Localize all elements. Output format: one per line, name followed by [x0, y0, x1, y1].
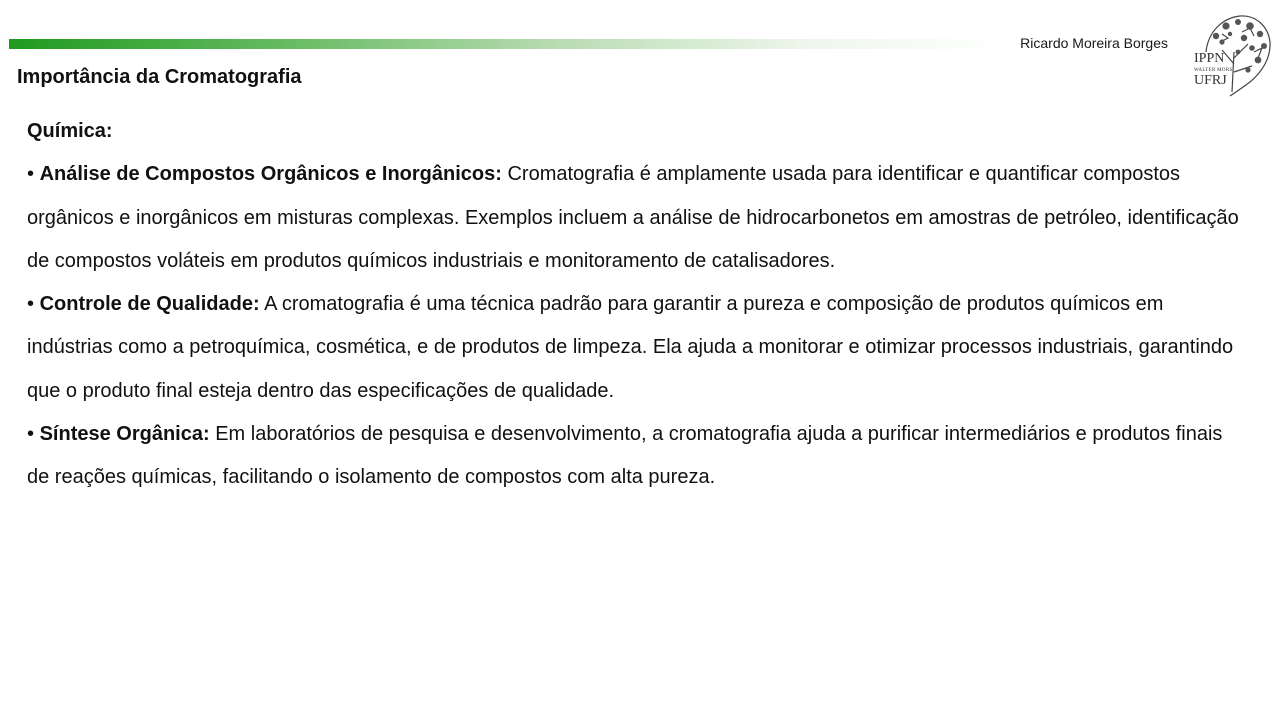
bullet-text: Em laboratórios de pesquisa e desenvolvimento, a cromatografia ajuda a purificar intermediários e produtos finais de reações químicas, facilitando o isolamento de compostos com alta pureza. — [27, 423, 1223, 489]
author-name: Ricardo Moreira Borges — [1020, 35, 1168, 51]
logo-text-walter-mors: WALTER MORS — [1194, 68, 1233, 73]
bullet-text: Cromatografia é amplamente usada para identificar e quantificar compostos orgânicos e inorgânicos em misturas complexas. Exemplos incluem a análise de hidrocarbonetos em amostras de petróleo, identificação de compostos voláteis em produtos químicos industriais e monitoramento de catalisadores. — [27, 163, 1239, 272]
institution-logo — [1192, 12, 1272, 98]
bullet-title: Controle de Qualidade: — [39, 293, 260, 316]
bullet-marker: • — [27, 293, 35, 316]
header-accent-bar — [9, 39, 1009, 49]
bullet-marker: • — [27, 423, 35, 446]
slide-content — [27, 110, 1242, 500]
bullet-item — [27, 283, 1242, 413]
bullet-marker: • — [27, 163, 35, 186]
bullet-title: Síntese Orgânica: — [39, 423, 210, 446]
bullet-item — [27, 153, 1242, 283]
logo-text-ippn: IPPN — [1194, 51, 1225, 66]
logo-text-ufrj: UFRJ — [1194, 73, 1227, 88]
slide-title: Importância da Cromatografia — [17, 66, 302, 88]
section-heading: Química: — [27, 120, 113, 142]
bullet-title: Análise de Compostos Orgânicos e Inorgânicos: — [39, 163, 502, 186]
bullet-item — [27, 413, 1242, 500]
bullet-text: A cromatografia é uma técnica padrão para garantir a pureza e composição de produtos químicos em indústrias como a petroquímica, cosmética, e de produtos de limpeza. Ela ajuda a monitorar e otimizar processos industriais, garantindo que o produto final esteja dentro das especificações de qualidade. — [27, 293, 1234, 402]
